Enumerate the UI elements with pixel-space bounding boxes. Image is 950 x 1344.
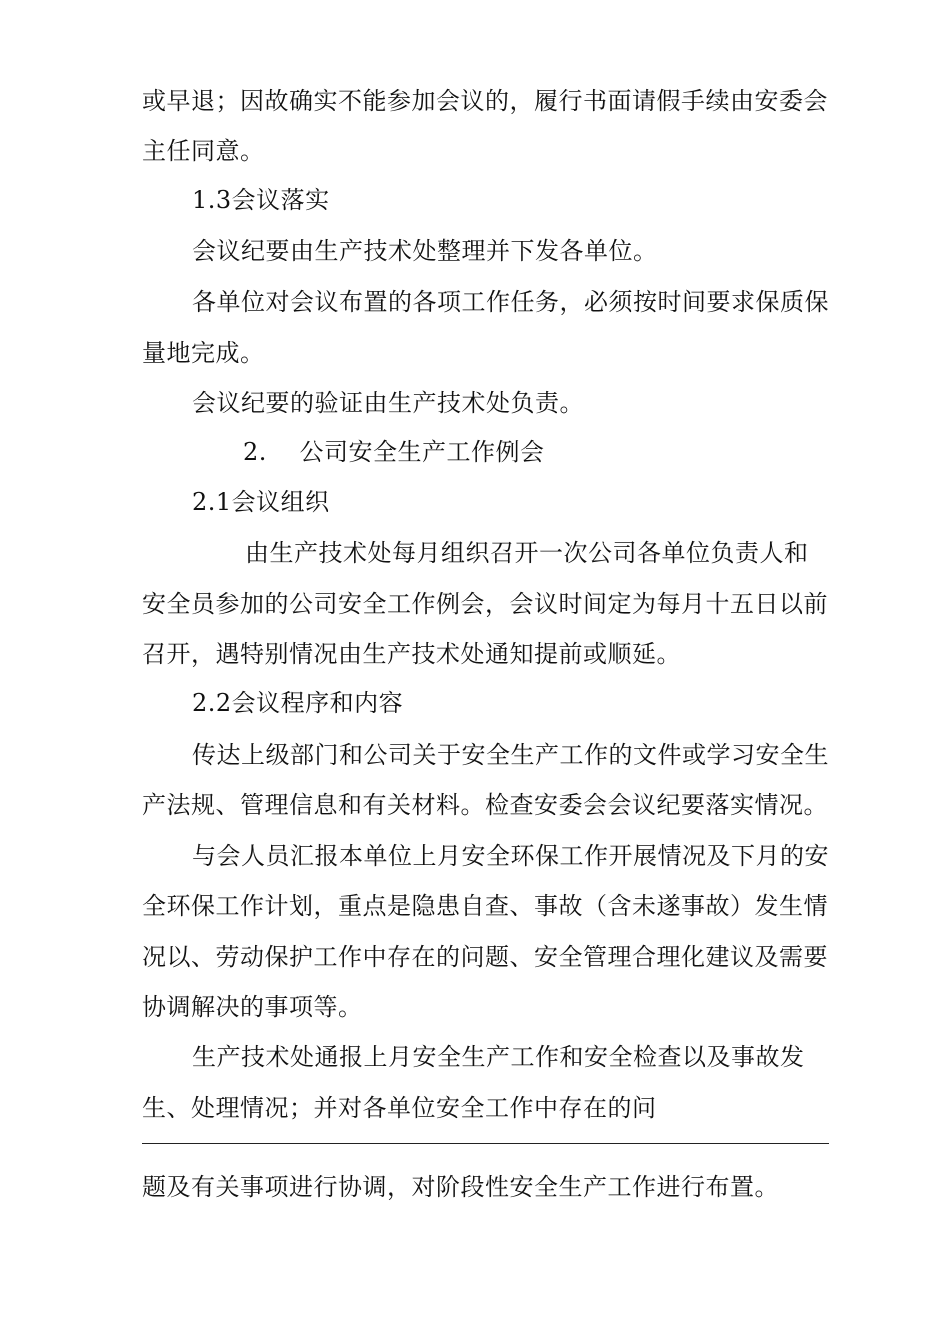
text-line: 与会人员汇报本单位上月安全环保工作开展情况及下月的安: [192, 842, 829, 870]
text-line: 主任同意。: [142, 137, 265, 165]
text-line: 生、处理情况；并对各单位安全工作中存在的问: [142, 1094, 657, 1122]
section-heading: 1.3会议落实: [192, 186, 330, 214]
text-line: 召开，遇特别情况由生产技术处通知提前或顺延。: [142, 640, 681, 668]
text-line: 会议纪要由生产技术处整理并下发各单位。: [192, 237, 658, 265]
text-line: 协调解决的事项等。: [142, 993, 363, 1021]
text-line: 全环保工作计划，重点是隐患自查、事故（含未遂事故）发生情: [142, 892, 828, 920]
text-line: 或早退；因故确实不能参加会议的，履行书面请假手续由安委会: [142, 87, 828, 115]
section-heading: 2.1会议组织: [192, 488, 330, 516]
text-line: 各单位对会议布置的各项工作任务，必须按时间要求保质保: [192, 288, 829, 316]
continued-text-line: 题及有关事项进行协调，对阶段性安全生产工作进行布置。: [142, 1173, 779, 1201]
text-line: 生产技术处通报上月安全生产工作和安全检查以及事故发: [192, 1043, 805, 1071]
text-line: 由生产技术处每月组织召开一次公司各单位负责人和: [245, 539, 809, 567]
text-line: 安全员参加的公司安全工作例会，会议时间定为每月十五日以前: [142, 590, 828, 618]
section-heading: 2. 公司安全生产工作例会: [243, 438, 545, 466]
section-heading: 2.2会议程序和内容: [192, 689, 404, 717]
text-line: 会议纪要的验证由生产技术处负责。: [192, 389, 584, 417]
text-line: 产法规、管理信息和有关材料。检查安委会会议纪要落实情况。: [142, 791, 828, 819]
text-line: 量地完成。: [142, 339, 265, 367]
text-line: 况以、劳动保护工作中存在的问题、安全管理合理化建议及需要: [142, 943, 828, 971]
footnote-divider: [142, 1143, 829, 1144]
text-line: 传达上级部门和公司关于安全生产工作的文件或学习安全生: [192, 741, 829, 769]
